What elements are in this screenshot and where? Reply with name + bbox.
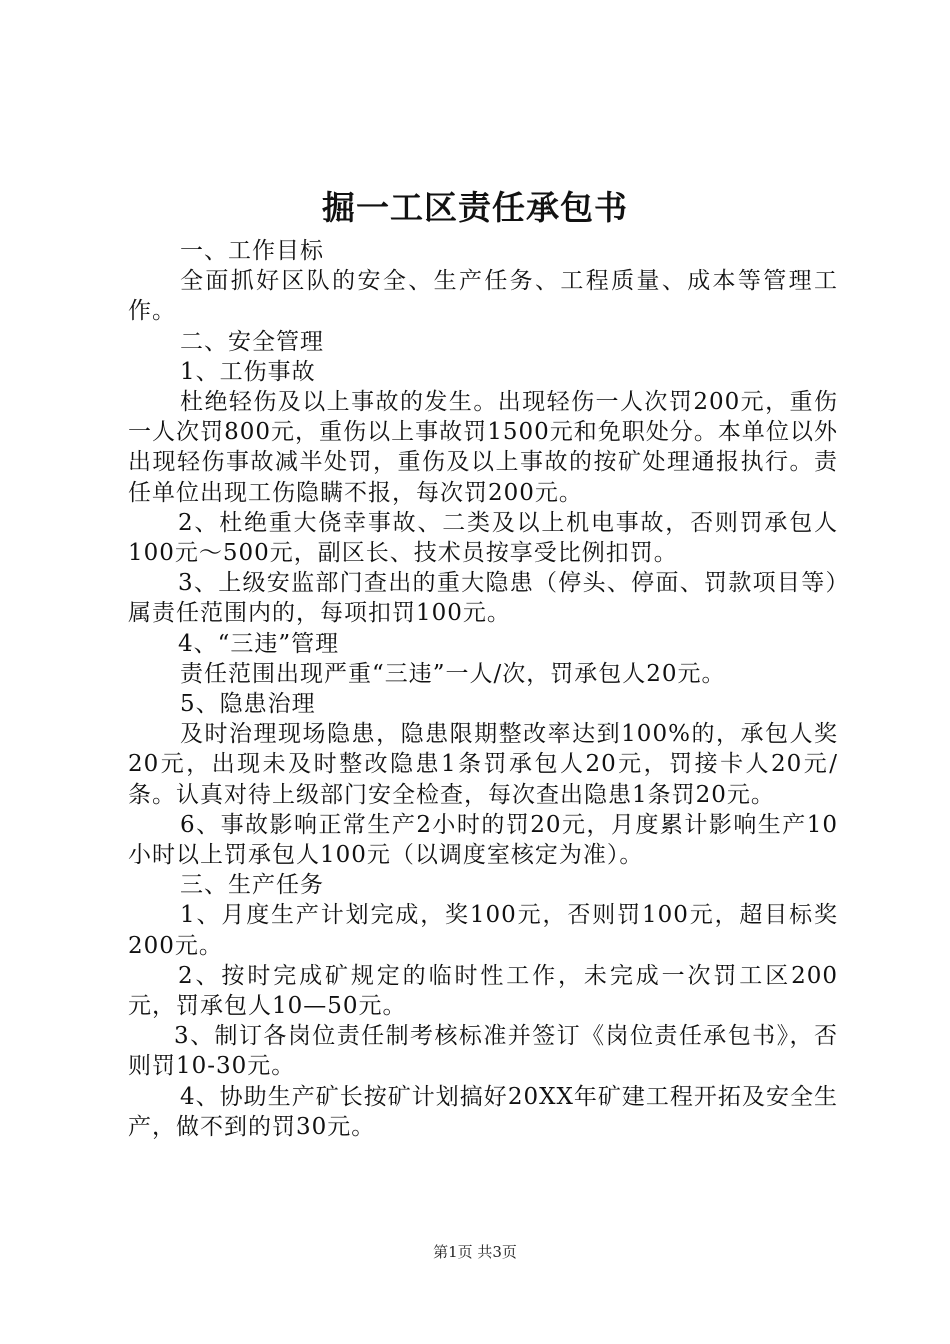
subheading-hazard-control: 5、隐患治理 [180, 691, 316, 718]
section-heading-safety: 二、安全管理 [180, 328, 324, 355]
section-heading-production: 三、生产任务 [180, 872, 324, 899]
section-heading-work-goal: 一、工作目标 [180, 238, 324, 264]
paragraph-responsibility-system: 3、制订各岗位责任制考核标准并签订《岗位责任承包书》，否则罚10-30元。 [128, 1023, 838, 1080]
paragraph-injury-accidents: 杜绝轻伤及以上事故的发生。出现轻伤一人次罚200元，重伤一人次罚800元，重伤以上事故罚1500元和免职处分。本单位以外出现轻伤事故减半处罚，重伤及以上事故的按矿处理通报执行。责任单位出现工伤隐瞒不报，每次罚200元。 [128, 389, 838, 506]
paragraph-major-hazards: 3、上级安监部门查出的重大隐患（停头、停面、罚款项目等）属责任范围内的，每项扣罚100元。 [128, 570, 838, 627]
subheading-injury-accidents: 1、工伤事故 [180, 358, 316, 385]
paragraph-temporary-work: 2、按时完成矿规定的临时性工作，未完成一次罚工区200元，罚承包人10—50元。 [128, 962, 838, 1020]
page-footer: 第1页 共3页 [433, 1243, 517, 1261]
paragraph-work-goal: 全面抓好区队的安全、生产任务、工程质量、成本等管理工作。 [128, 268, 838, 325]
paragraph-three-violations: 责任范围出现严重“三违”一人/次，罚承包人20元。 [180, 660, 726, 687]
document-title: 掘一工区责任承包书 [322, 188, 628, 227]
paragraph-major-accidents: 2、杜绝重大侥幸事故、二类及以上机电事故，否则罚承包人100元～500元，副区长、技术员按享受比例扣罚。 [128, 509, 838, 567]
paragraph-production-impact: 6、事故影响正常生产2小时的罚20元，月度累计影响生产10小时以上罚承包人100元（以调度室核定为准）。 [128, 811, 838, 869]
subheading-three-violations: 4、“三违”管理 [178, 630, 340, 657]
paragraph-hazard-control: 及时治理现场隐患，隐患限期整改率达到100%的，承包人奖20元，出现未及时整改隐患1条罚承包人20元，罚接卡人20元/条。认真对待上级部门安全检查，每次查出隐患1条罚20元。 [128, 721, 838, 808]
paragraph-monthly-plan: 1、月度生产计划完成，奖100元，否则罚100元，超目标奖200元。 [128, 902, 838, 959]
document-body [128, 236, 838, 1142]
paragraph-mine-construction: 4、协助生产矿长按矿计划搞好20XX年矿建工程开拓及安全生产，做不到的罚30元。 [128, 1083, 838, 1140]
